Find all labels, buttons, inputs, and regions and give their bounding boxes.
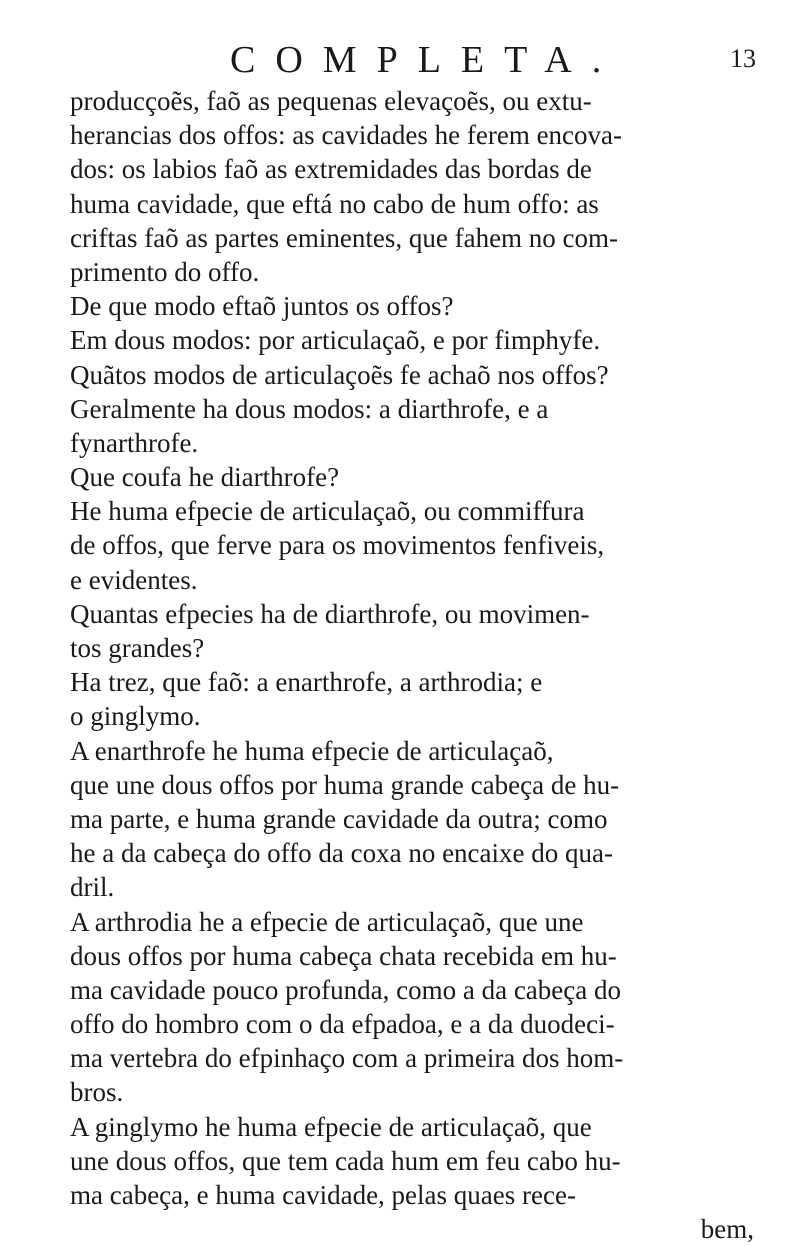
catchword: bem, xyxy=(700,1214,754,1245)
text-line: fynarthrofe. xyxy=(70,427,199,458)
page-number: 13 xyxy=(730,44,756,73)
text-line: huma cavidade, que eftá no cabo de hum offo: as xyxy=(70,188,599,219)
paragraph-line: A arthrodia he a efpecie de articulaçaõ, que une xyxy=(70,906,584,937)
text-line: ma cavidade pouco profunda, como a da cabeça do xyxy=(70,974,621,1005)
text-line: de offos, que ferve para os movimentos fenfiveis, xyxy=(70,530,605,561)
answer-line: Geralmente ha dous modos: a diarthrofe, e a xyxy=(70,393,549,424)
question-line: Quantas efpecies ha de diarthrofe, ou movimen- xyxy=(70,598,590,629)
text-line: ma parte, e huma grande cavidade da outra; como xyxy=(70,803,608,834)
text-line: ma vertebra do efpinhaço com a primeira dos hom- xyxy=(70,1043,624,1074)
body-text xyxy=(70,84,764,1246)
answer-line: Em dous modos: por articulaçaõ, e por fimphyfe. xyxy=(70,325,601,356)
text-line: e evidentes. xyxy=(70,564,198,595)
text-line: dril. xyxy=(70,872,115,903)
text-line: o ginglymo. xyxy=(70,701,201,732)
paragraph-line: A ginglymo he huma efpecie de articulaçaõ, que xyxy=(70,1111,592,1142)
text-line: criftas faõ as partes eminentes, que fahem no com- xyxy=(70,222,619,253)
paragraph-line: A enarthrofe he huma efpecie de articulaçaõ, xyxy=(70,735,554,766)
text-line: une dous offos, que tem cada hum em feu cabo hu- xyxy=(70,1145,621,1176)
text-line: ma cabeça, e huma cavidade, pelas quaes rece- xyxy=(70,1180,576,1210)
text-line: dos: os labios faõ as extremidades das bordas de xyxy=(70,154,592,185)
text-line: offo do hombro com o da efpadoa, e a da duodeci- xyxy=(70,1009,615,1040)
answer-line: He huma efpecie de articulaçaõ, ou commiffura xyxy=(70,496,585,527)
text-line: dous offos por huma cabeça chata recebida em hu- xyxy=(70,940,617,971)
running-head: COMPLETA. xyxy=(230,39,622,81)
question-line: Que coufa he diarthrofe? xyxy=(70,462,340,493)
answer-line: Ha trez, que faõ: a enarthrofe, a arthrodia; e xyxy=(70,667,543,698)
question-line: De que modo eftaõ juntos os offos? xyxy=(70,291,454,322)
text-line: bros. xyxy=(70,1077,124,1108)
question-line: Quãtos modos de articulaçoẽs fe achaõ nos offos? xyxy=(70,359,609,390)
text-line: tos grandes? xyxy=(70,633,205,663)
text-line: herancias dos offos: as cavidades he ferem encova- xyxy=(70,120,623,151)
text-line: primento do offo. xyxy=(70,256,260,287)
page-header xyxy=(70,38,764,84)
text-line: que une dous offos por huma grande cabeça de hu- xyxy=(70,769,620,800)
text-line: he a da cabeça do offo da coxa no encaixe do qua- xyxy=(70,838,613,869)
text-line: producçoẽs, faõ as pequenas elevaçoẽs, ou extu- xyxy=(70,86,592,116)
